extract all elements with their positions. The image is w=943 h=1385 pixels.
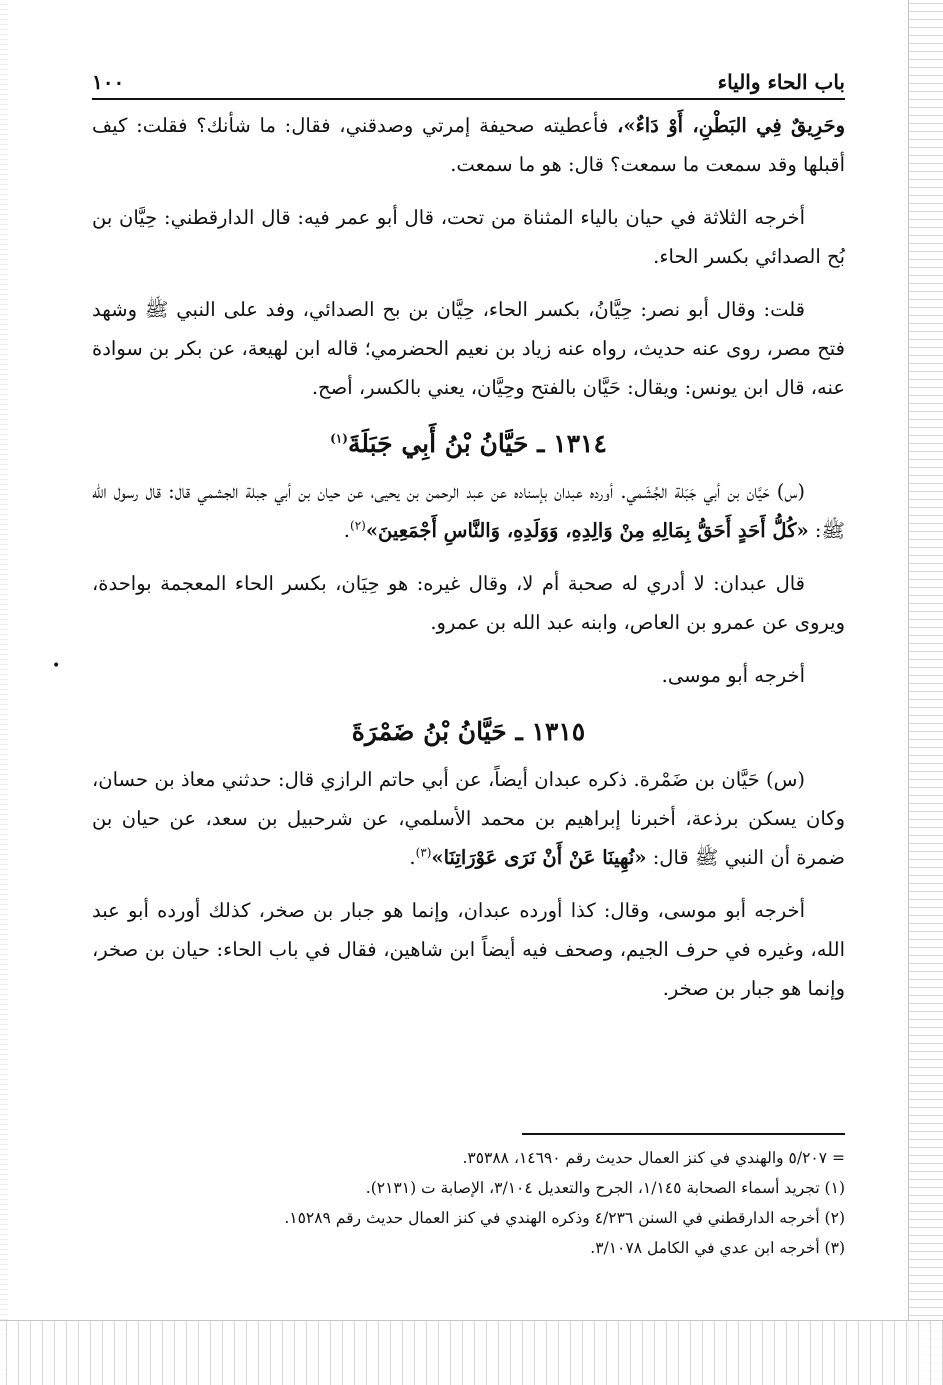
paragraph-text: . xyxy=(409,846,416,869)
entry-heading xyxy=(92,717,845,746)
footnote: (٢) أخرجه الدارقطني في السنن ٤/٢٣٦ وذكره الهندي في كنز العمال حديث رقم ١٥٢٨٩. xyxy=(284,1209,845,1227)
paragraph xyxy=(92,760,845,877)
entry-heading xyxy=(92,429,845,458)
paragraph-continuation xyxy=(92,106,845,184)
footnotes xyxy=(92,1133,845,1263)
paragraph: قال عبدان: لا أدري له صحبة أم لا، وقال غيره: هو حِيَان، بكسر الحاء المعجمة بواحدة، ويروى عن عمرو بن العاص، وابنه عبد الله بن عمرو. xyxy=(92,572,845,634)
entry-title: ١٣١٥ ـ حَيَّانُ بْنُ ضَمْرَةَ xyxy=(351,717,586,746)
footnote: = ٥/٢٠٧ والهندي في كنز العمال حديث رقم ١٤٦٩٠، ٣٥٣٨٨. xyxy=(462,1149,845,1167)
paragraph-text: (س) حَيَّان بن أبي جَبَلة الجُشَمي. أورده عبدان بإسناده عن عبد الرحمن بن يحيى، عن حيان بن أبي جبلة الجشمي قال: قال رسول الله ﷺ: xyxy=(92,480,845,542)
hadith-text: وحَرِيقٌ فِي البَطْنِ، أَوْ دَاءٌ»، xyxy=(617,114,845,137)
paragraph: أخرجه أبو موسى، وقال: كذا أورده عبدان، وإنما هو جبار بن صخر، كذلك أورده أبو عبد الله، وغيره في حرف الجيم، وصحف فيه أيضاً ابن شاهين، فقال في باب الحاء: حيان بن صخر، وإنما هو جبار بن صخر. xyxy=(92,899,845,1000)
paragraph: قلت: وقال أبو نصر: حِيَّانُ، بكسر الحاء، حِيَّان بن بح الصدائي، وفد على النبي ﷺ وشهد فتح مصر، روى عنه حديث، رواه عنه زياد بن نعيم الحضرمي؛ قاله ابن لهيعة، عن بكر بن سوادة عنه، قال ابن يونس: ويقال: حَيَّان بالفتح وحِيَّان، يعني بالكسر، أصح. xyxy=(92,298,845,399)
entry-title: ١٣١٤ ـ حَيَّانُ بْنُ أَبِي جَبَلَةَ xyxy=(347,429,607,458)
decorative-border-left xyxy=(0,0,8,1385)
decorative-border-right xyxy=(908,0,943,1385)
chapter-title: باب الحاء والياء xyxy=(717,70,845,94)
paragraph xyxy=(92,472,845,550)
hadith-text: «كُلُّ أَحَدٍ أَحَقُّ بِمَالِهِ مِنْ وَالِدِهِ، وَوَلَدِهِ، وَالنَّاسِ أَجْمَعِينَ» xyxy=(365,519,809,542)
footnote: (٣) أخرجه ابن عدي في الكامل ٣/١٠٧٨. xyxy=(590,1239,845,1257)
stray-mark: • xyxy=(52,658,61,674)
page-number: ١٠٠ xyxy=(92,70,125,94)
paragraph: أخرجه الثلاثة في حيان بالياء المثناة من تحت، قال أبو عمر فيه: قال الدارقطني: حِيَّان بن بُح الصدائي بكسر الحاء. xyxy=(92,206,845,268)
running-header xyxy=(92,70,845,100)
hadith-text: «نُهِينَا عَنْ أَنْ نَرَى عَوْرَاتِنَا» xyxy=(431,846,647,869)
footnote-ref: (١) xyxy=(330,431,348,446)
footnote-ref: (٢) xyxy=(350,518,366,533)
paragraph-text: (س) حَيَّان بن ضَمْرة. ذكره عبدان أيضاً، عن أبي حاتم الرازي قال: حدثني معاذ بن حسان، وكان يسكن برذعة، أخبرنا إبراهيم بن محمد الأسلمي، عن شرحبيل بن سعد، عن حيان بن ضمرة أن النبي ﷺ قال: xyxy=(92,768,845,869)
page-content xyxy=(92,70,845,1022)
footnote-divider xyxy=(522,1133,845,1135)
decorative-border-bottom xyxy=(0,1320,943,1385)
paragraph: أخرجه أبو موسى. xyxy=(661,664,805,687)
footnote: (١) تجريد أسماء الصحابة ١/١٤٥، الجرح والتعديل ٣/١٠٤، الإصابة ت (٢١٣١). xyxy=(365,1179,845,1197)
paragraph-text: . xyxy=(343,519,350,542)
footnote-ref: (٣) xyxy=(415,845,432,860)
paragraph-text: فأعطيته صحيفة إمرتي وصدقني، فقال: ما شأنك؟ فقلت: كيف أقبلها وقد سمعت ما سمعت؟ قال: هو ما سمعت. xyxy=(92,114,845,176)
